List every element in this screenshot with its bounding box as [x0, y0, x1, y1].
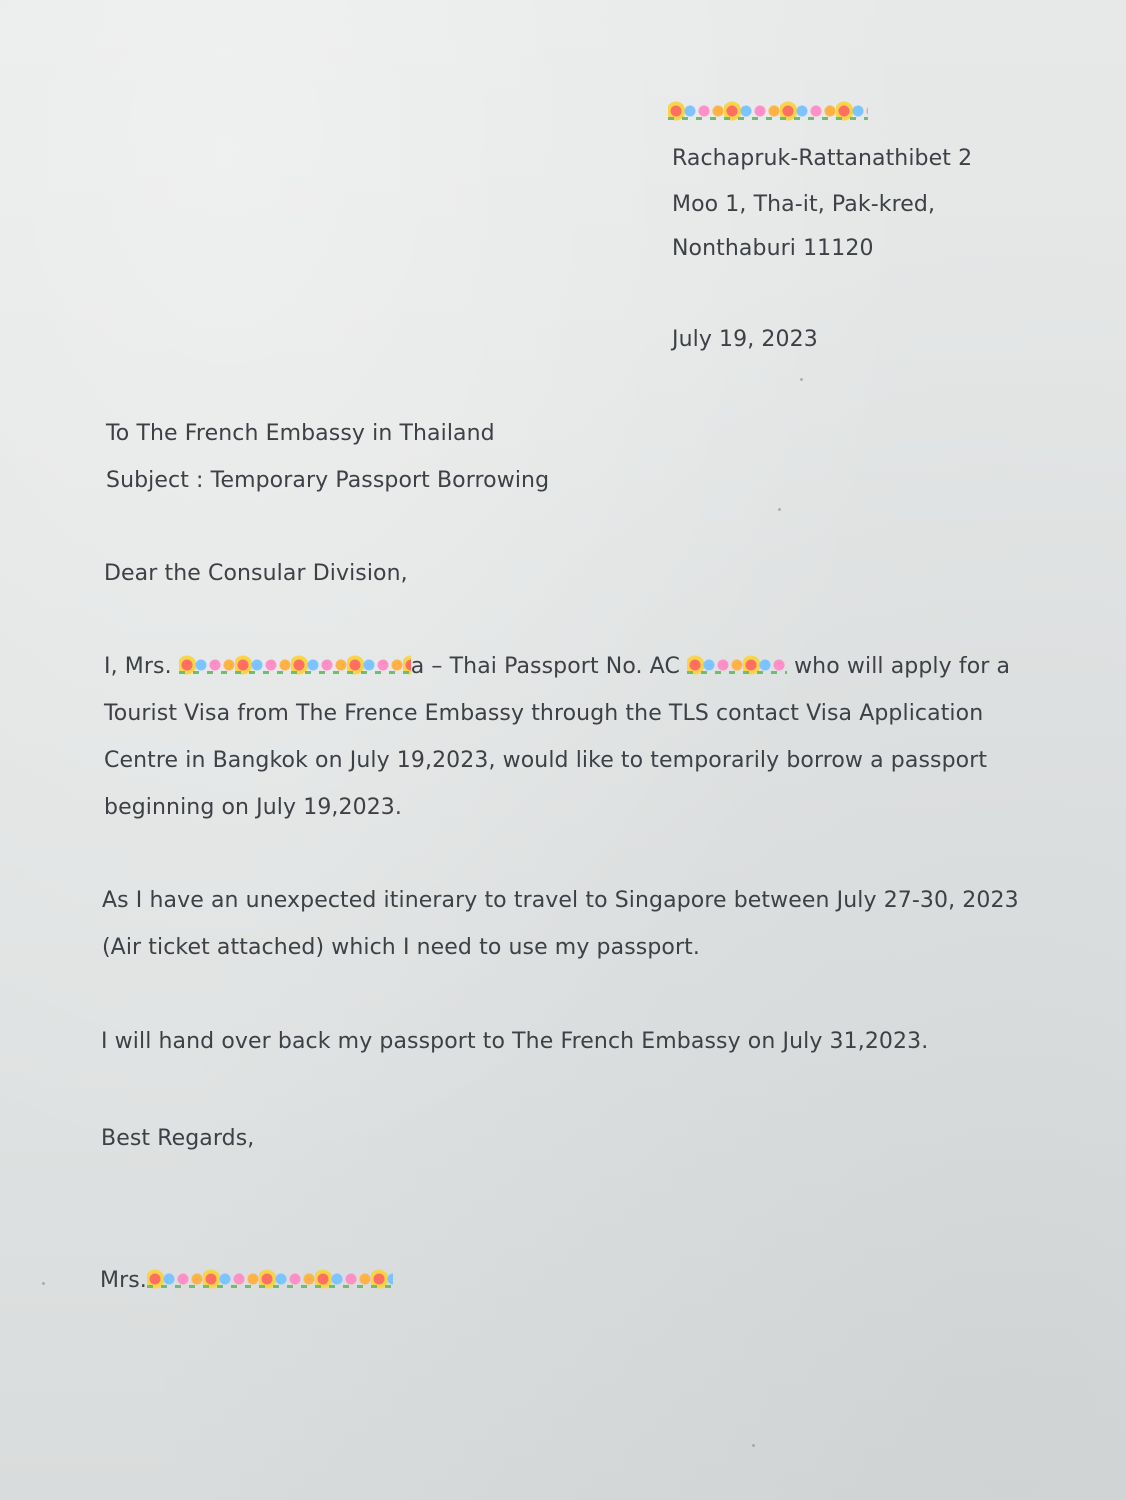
body-paragraph3-line1: I will hand over back my passport to The French Embassy on July 31,2023.	[101, 1029, 929, 1054]
body-paragraph1-line1	[104, 654, 1010, 679]
salutation: Dear the Consular Division,	[104, 561, 408, 586]
sender-name-redacted	[668, 100, 868, 125]
body-text: who will apply for a	[794, 654, 1011, 679]
sender-address-line1: Rachapruk-Rattanathibet 2	[672, 146, 973, 171]
signature-line	[100, 1268, 393, 1293]
body-paragraph1-line3: Centre in Bangkok on July 19,2023, would like to temporarily borrow a passport	[104, 748, 988, 773]
sender-address-line3: Nonthaburi 11120	[672, 236, 874, 261]
redaction-sticker	[147, 1267, 393, 1291]
signature-prefix: Mrs.	[100, 1268, 147, 1293]
body-paragraph2-line2: (Air ticket attached) which I need to use my passport.	[102, 935, 700, 960]
body-paragraph1-line4: beginning on July 19,2023.	[104, 795, 402, 820]
paper-speck	[778, 508, 781, 511]
paper-speck	[42, 1282, 45, 1285]
redaction-sticker	[687, 653, 787, 677]
body-paragraph1-line2: Tourist Visa from The Frence Embassy through the TLS contact Visa Application	[104, 701, 984, 726]
body-text: a – Thai Passport No. AC	[410, 654, 680, 679]
letter-date: July 19, 2023	[672, 327, 818, 352]
body-text: I, Mrs.	[104, 654, 172, 679]
body-paragraph2-line1: As I have an unexpected itinerary to travel to Singapore between July 27-30, 2023	[102, 888, 1019, 913]
redaction-sticker	[179, 653, 411, 677]
sender-address-line2: Moo 1, Tha-it, Pak-kred,	[672, 192, 936, 217]
redaction-sticker	[668, 99, 868, 123]
paper-speck	[800, 378, 803, 381]
subject-line: Subject : Temporary Passport Borrowing	[106, 468, 550, 493]
closing: Best Regards,	[101, 1126, 255, 1151]
paper-speck	[752, 1444, 755, 1447]
recipient-line: To The French Embassy in Thailand	[106, 421, 495, 446]
